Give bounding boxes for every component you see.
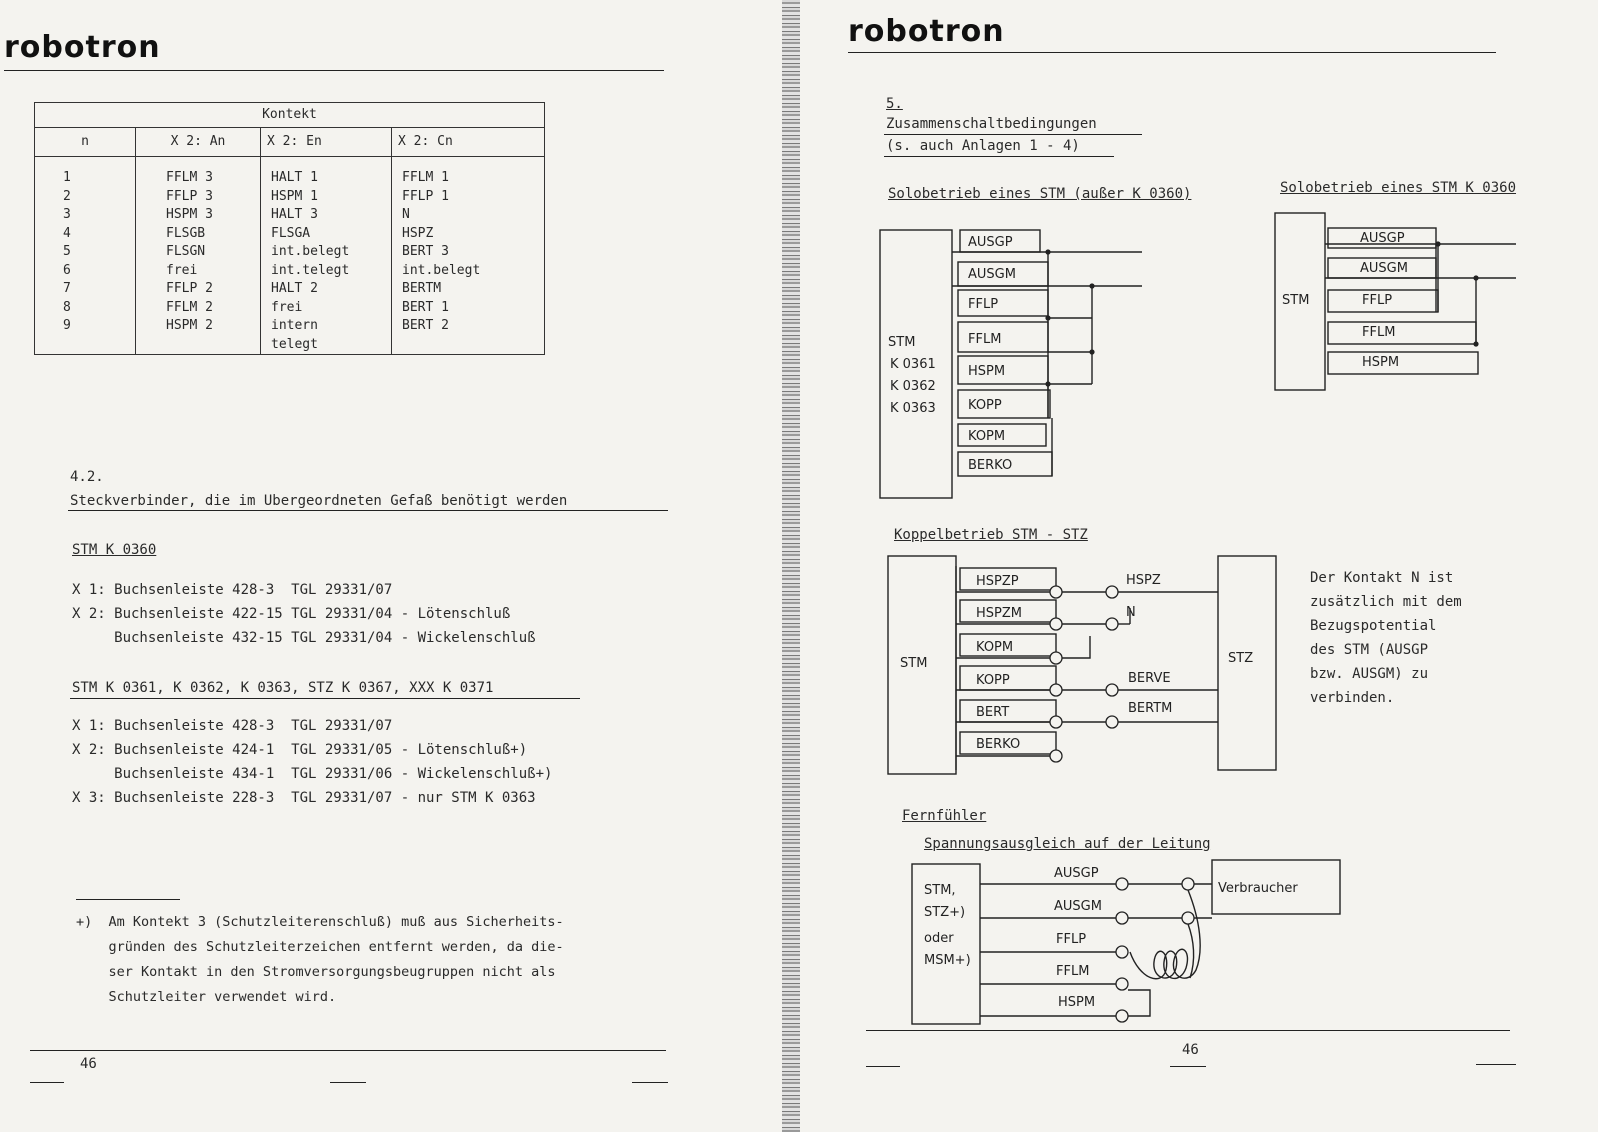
terminal (1050, 684, 1062, 696)
junction (1473, 275, 1478, 280)
solo1-signal: BERKO (968, 458, 1013, 473)
footer-mark (866, 1066, 900, 1067)
label-frame (1328, 352, 1478, 374)
coupling-left-signal: BERKO (976, 737, 1021, 752)
section-rule (68, 510, 668, 511)
junction (1089, 349, 1094, 354)
footnote-line: ser Kontakt in den Stromversorgungsbeugruppen nicht als (76, 964, 556, 980)
group2-title: STM K 0361, K 0362, K 0363, STZ K 0367, XXX K 0371 (72, 680, 494, 696)
wire (1128, 990, 1150, 1016)
solo1-device-label: K 0363 (890, 401, 936, 416)
table-cell: FFLP 3 (166, 188, 213, 204)
col-cn (392, 157, 545, 355)
page-number: 46 (1182, 1042, 1199, 1058)
solo2-title: Solobetrieb eines STM K 0360 (1280, 180, 1517, 196)
remote-title: Fernfühler (902, 808, 987, 824)
remote-device-label: STM, (924, 883, 956, 898)
terminal (1050, 652, 1062, 664)
group1-title: STM K 0360 (72, 542, 157, 558)
coupling-right-signal: HSPZ (1126, 573, 1161, 588)
table-cell: HALT 3 (271, 207, 318, 222)
table-cell: HALT 2 (271, 281, 318, 296)
solo2-signal: AUSGM (1360, 261, 1408, 276)
footnote-rule (76, 899, 180, 900)
terminal (1050, 716, 1062, 728)
table-cell: intern (271, 318, 318, 333)
col-header-cn: X 2: Cn (392, 128, 545, 157)
remote-signal: FFLP (1056, 932, 1087, 947)
table-cell: BERT 1 (402, 299, 449, 315)
section-title: Steckverbinder, die im Ubergeordneten Gefaß benötigt werden (70, 493, 568, 509)
coupling-note-line: Bezugspotential (1310, 618, 1437, 634)
col-en (261, 157, 392, 355)
col-header-an: X 2: An (136, 128, 261, 157)
table-cell: int.belegt (271, 244, 350, 259)
coupling-right-signal: BERVE (1128, 671, 1171, 686)
section-number: 4.2. (70, 469, 104, 485)
col-n (35, 157, 136, 355)
terminal (1050, 586, 1062, 598)
remote-subtitle: Spannungsausgleich auf der Leitung (924, 836, 1211, 852)
coupling-left-signal: HSPZP (976, 574, 1019, 589)
footer-rule (866, 1030, 1510, 1031)
solo1-signal: AUSGM (968, 267, 1016, 282)
table-cell: 3 (63, 207, 71, 222)
table-cell: FLSGA (271, 225, 311, 241)
book-spine (782, 0, 800, 1132)
remote-device-label: MSM+) (924, 953, 971, 968)
footnote-line: +) Am Kontekt 3 (Schutzleiterenschluß) muß aus Sicherheits- (76, 914, 564, 930)
table-cell: FFLM 3 (166, 170, 213, 185)
remote-signal: AUSGM (1054, 899, 1102, 914)
solo1-device-label: K 0362 (890, 379, 936, 394)
coupling-stz-label: STZ (1228, 651, 1254, 666)
coupling-left-signal: HSPZM (976, 606, 1022, 621)
footer-mark (30, 1082, 64, 1083)
coupling-title: Koppelbetrieb STM - STZ (894, 527, 1088, 543)
wiring-diagrams (800, 0, 1598, 1132)
wire (1062, 636, 1090, 658)
terminal (1106, 684, 1118, 696)
table-cell: 1 (63, 170, 71, 185)
terminal (1116, 912, 1128, 924)
solo1-signal: KOPP (968, 398, 1002, 413)
solo1-title: Solobetrieb eines STM (außer K 0360) (888, 186, 1192, 202)
label-frame (1328, 322, 1476, 344)
terminal (1106, 716, 1118, 728)
table-cell: 4 (63, 225, 71, 241)
footer-mark (632, 1082, 668, 1083)
junction (1089, 283, 1094, 288)
section-number: 5. (886, 96, 903, 112)
table-cell: 6 (63, 262, 71, 278)
solo1-signal: AUSGP (968, 235, 1013, 250)
terminal (1116, 1010, 1128, 1022)
page-number: 46 (80, 1056, 97, 1072)
table-cell: BERTM (402, 281, 442, 296)
group2-rule (70, 698, 580, 699)
table-cell: 2 (63, 188, 71, 204)
remote-signal: HSPM (1058, 995, 1096, 1010)
solo1-signal: HSPM (968, 364, 1006, 379)
coupling-note-line: bzw. AUSGM) zu (1310, 666, 1429, 682)
coupling-right-signal: BERTM (1128, 701, 1173, 716)
footer-mark (330, 1082, 366, 1083)
terminal (1116, 946, 1128, 958)
coupling-left-signal: KOPP (976, 673, 1010, 688)
table-cell: telegt (271, 336, 318, 352)
table-cell: FFLP 1 (402, 188, 449, 204)
group2-line: X 3: Buchsenleiste 228-3 TGL 29331/07 - nur STM K 0363 (72, 790, 536, 806)
solo2-signal: AUSGP (1360, 231, 1405, 246)
solo1-signal: FFLM (968, 332, 1002, 347)
table-cell: HALT 1 (271, 170, 318, 185)
table-cell: 7 (63, 281, 71, 296)
section-title: Zusammenschaltbedingungen (886, 116, 1097, 132)
section-subtitle: (s. auch Anlagen 1 - 4) (886, 138, 1080, 154)
junction (1435, 241, 1440, 246)
coupling-stm-label: STM (900, 656, 928, 671)
footer-mark (1476, 1064, 1516, 1065)
coupling-note-line: verbinden. (1310, 690, 1395, 706)
junction (1045, 315, 1050, 320)
solo1-device-label: K 0361 (890, 357, 936, 372)
wire (1188, 924, 1194, 978)
solo2-diagram (1275, 213, 1516, 390)
table-cell: 9 (63, 318, 71, 333)
remote-device-label: STZ+) (924, 905, 966, 920)
table-cell: FLSGB (166, 225, 206, 241)
remote-diagram (912, 860, 1340, 1024)
table-cell: 8 (63, 299, 71, 315)
table-cell: FFLP 2 (166, 281, 213, 296)
solo1-signal: FFLP (968, 297, 999, 312)
group1-line: Buchsenleiste 432-15 TGL 29331/04 - Wickelenschluß (72, 630, 536, 646)
coupling-left-signal: KOPM (976, 640, 1014, 655)
table-cell: frei (271, 299, 303, 315)
solo1-device-label: STM (888, 335, 916, 350)
col-an (136, 157, 261, 355)
junction (1045, 249, 1050, 254)
coiled-cable (1130, 890, 1200, 979)
coupling-diagram (888, 556, 1276, 774)
solo2-signal: FFLM (1362, 325, 1396, 340)
coupling-right-signal: N (1126, 605, 1136, 620)
footer-mark (1170, 1066, 1206, 1067)
coupling-note-line: zusätzlich mit dem (1310, 594, 1462, 610)
table-cell: HSPM 1 (271, 188, 318, 204)
solo1-diagram (880, 230, 1142, 498)
solo1-signal: KOPM (968, 429, 1006, 444)
solo2-signal: FFLP (1362, 293, 1393, 308)
remote-device-label: oder (924, 931, 954, 946)
coupling-left-signal: BERT (976, 705, 1010, 720)
footnote-line: gründen des Schutzleiterzeichen entfernt werden, da die- (76, 939, 564, 955)
table-cell: int.belegt (402, 262, 481, 278)
table-cell: 5 (63, 244, 71, 259)
coupling-note-line: des STM (AUSGP (1310, 642, 1429, 658)
consumer-label: Verbraucher (1218, 881, 1298, 896)
group1-line: X 1: Buchsenleiste 428-3 TGL 29331/07 (72, 582, 393, 598)
table-cell: frei (166, 262, 198, 278)
table-cell: BERT 2 (402, 318, 449, 333)
remote-signal: FFLM (1056, 964, 1090, 979)
table-cell: HSPM 2 (166, 318, 213, 333)
solo2-signal: HSPM (1362, 355, 1400, 370)
terminal (1050, 750, 1062, 762)
col-header-en: X 2: En (261, 128, 392, 157)
terminal (1116, 878, 1128, 890)
junction (1473, 341, 1478, 346)
terminal (1106, 586, 1118, 598)
left-page (0, 0, 785, 1132)
terminal (1106, 618, 1118, 630)
header-rule (4, 70, 664, 71)
table-cell: BERT 3 (402, 244, 449, 259)
terminal (1182, 878, 1194, 890)
coupling-note-line: Der Kontakt N ist (1310, 570, 1454, 586)
col-header-n: n (35, 128, 136, 157)
footer-rule (30, 1050, 666, 1051)
table-cell: int.telegt (271, 262, 350, 278)
table-cell: HSPZ (402, 225, 434, 241)
table-cell: FFLM 2 (166, 299, 213, 315)
robotron-logo: robotron (4, 30, 161, 65)
table-header: Kontekt (35, 103, 545, 128)
remote-signal: AUSGP (1054, 866, 1099, 881)
right-page (800, 0, 1598, 1132)
footnote-line: Schutzleiter verwendet wird. (76, 989, 337, 1005)
group1-line: X 2: Buchsenleiste 422-15 TGL 29331/04 - Lötenschluß (72, 606, 511, 622)
terminal (1116, 978, 1128, 990)
robotron-logo: robotron (848, 14, 1005, 49)
terminal (1050, 618, 1062, 630)
junction (1045, 381, 1050, 386)
group2-line: X 1: Buchsenleiste 428-3 TGL 29331/07 (72, 718, 393, 734)
table-cell: HSPM 3 (166, 207, 213, 222)
table-cell: FFLM 1 (402, 170, 449, 185)
terminal (1182, 912, 1194, 924)
group2-line: X 2: Buchsenleiste 424-1 TGL 29331/05 - Lötenschluß+) (72, 742, 528, 758)
solo2-device-label: STM (1282, 293, 1310, 308)
contact-table (34, 102, 545, 355)
table-cell: FLSGN (166, 244, 206, 259)
table-cell: N (402, 207, 410, 222)
group2-line: Buchsenleiste 434-1 TGL 29331/06 - Wickelenschluß+) (72, 766, 553, 782)
